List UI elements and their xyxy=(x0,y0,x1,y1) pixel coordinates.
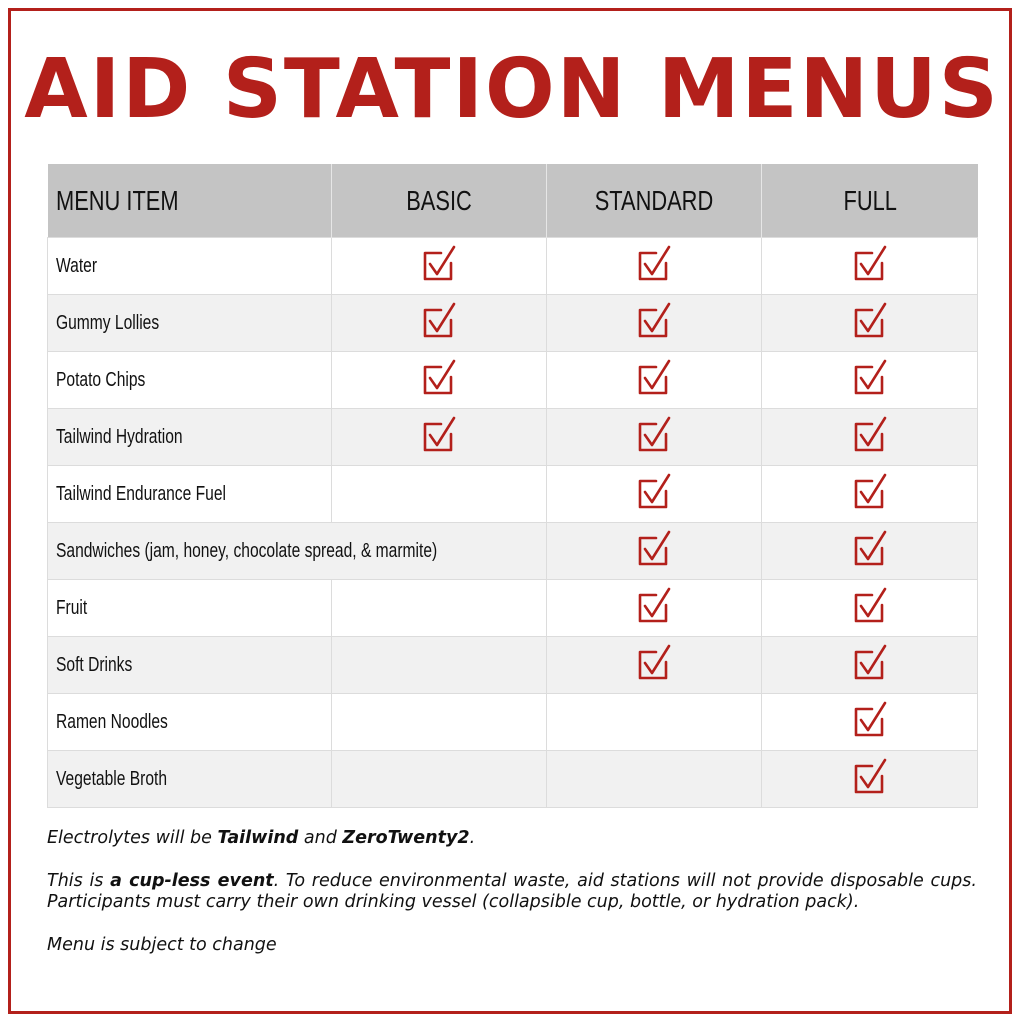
cell-standard xyxy=(547,694,762,751)
checkbox-checked-icon xyxy=(636,302,672,340)
cell-full xyxy=(762,523,978,580)
cell-full xyxy=(762,295,978,352)
checkbox-checked-icon xyxy=(852,302,888,340)
table-row xyxy=(48,466,978,523)
menu-item-name: Gummy Lollies xyxy=(48,295,332,352)
cell-standard xyxy=(547,295,762,352)
cell-basic xyxy=(332,637,547,694)
cupless-note: This is a cup-less event. To reduce environmental waste, aid stations will not provide disposable cups. Participants must carry their own drinking vessel (collapsible cup, bottle, or hydration pack). xyxy=(47,871,977,912)
checkbox-checked-icon xyxy=(852,530,888,568)
table-row xyxy=(48,580,978,637)
cell-basic xyxy=(332,694,547,751)
header-full: FULL xyxy=(762,164,978,238)
checkbox-checked-icon xyxy=(636,473,672,511)
checkbox-checked-icon xyxy=(636,245,672,283)
brand-tailwind: Tailwind xyxy=(217,828,299,848)
cell-basic xyxy=(332,466,547,523)
menu-item-name: Tailwind Hydration xyxy=(48,409,332,466)
cell-standard xyxy=(547,637,762,694)
cell-standard xyxy=(547,409,762,466)
brand-zerotwenty2: ZeroTwenty2 xyxy=(342,828,470,848)
header-menu-item: MENU ITEM xyxy=(48,164,332,238)
cell-standard xyxy=(547,580,762,637)
checkbox-checked-icon xyxy=(636,587,672,625)
cell-basic xyxy=(332,352,547,409)
cell-basic xyxy=(332,238,547,295)
checkbox-checked-icon xyxy=(421,302,457,340)
cell-full xyxy=(762,694,978,751)
cell-basic xyxy=(332,580,547,637)
cell-full xyxy=(762,238,978,295)
checkbox-checked-icon xyxy=(852,473,888,511)
electrolytes-note: Electrolytes will be Tailwind and ZeroTwenty2. xyxy=(47,828,476,848)
cell-full xyxy=(762,409,978,466)
checkbox-checked-icon xyxy=(852,587,888,625)
menu-table xyxy=(47,164,978,808)
cell-standard xyxy=(547,751,762,808)
cell-full xyxy=(762,466,978,523)
table-row xyxy=(48,295,978,352)
cell-basic xyxy=(332,295,547,352)
header-basic: BASIC xyxy=(332,164,547,238)
table-row xyxy=(48,523,978,580)
header-standard: STANDARD xyxy=(547,164,762,238)
menu-item-name: Ramen Noodles xyxy=(48,694,332,751)
menu-item-name: Water xyxy=(48,238,332,295)
cell-full xyxy=(762,580,978,637)
cell-standard xyxy=(547,466,762,523)
checkbox-checked-icon xyxy=(852,245,888,283)
checkbox-checked-icon xyxy=(636,359,672,397)
cell-full xyxy=(762,352,978,409)
menu-item-name: Fruit xyxy=(48,580,332,637)
checkbox-checked-icon xyxy=(852,644,888,682)
checkbox-checked-icon xyxy=(636,530,672,568)
cell-standard xyxy=(547,523,762,580)
table-row xyxy=(48,637,978,694)
menu-item-name: Vegetable Broth xyxy=(48,751,332,808)
table-row xyxy=(48,751,978,808)
cell-full xyxy=(762,751,978,808)
checkbox-checked-icon xyxy=(852,758,888,796)
disclaimer-note: Menu is subject to change xyxy=(47,935,277,955)
page-title: AID STATION MENUS xyxy=(24,42,1000,137)
checkbox-checked-icon xyxy=(852,701,888,739)
checkbox-checked-icon xyxy=(636,416,672,454)
cell-basic xyxy=(332,409,547,466)
menu-item-name: Sandwiches (jam, honey, chocolate spread, & marmite) xyxy=(48,523,547,580)
table-row xyxy=(48,694,978,751)
cell-standard xyxy=(547,352,762,409)
menu-item-name: Tailwind Endurance Fuel xyxy=(48,466,332,523)
table-row xyxy=(48,409,978,466)
checkbox-checked-icon xyxy=(636,644,672,682)
cupless-emphasis: a cup-less event xyxy=(110,871,274,891)
menu-item-name: Soft Drinks xyxy=(48,637,332,694)
table-header-row xyxy=(48,164,978,238)
table-row xyxy=(48,352,978,409)
checkbox-checked-icon xyxy=(852,416,888,454)
checkbox-checked-icon xyxy=(421,245,457,283)
menu-item-name: Potato Chips xyxy=(48,352,332,409)
notes xyxy=(47,828,977,978)
table-row xyxy=(48,238,978,295)
cell-full xyxy=(762,637,978,694)
checkbox-checked-icon xyxy=(852,359,888,397)
checkbox-checked-icon xyxy=(421,359,457,397)
cell-basic xyxy=(332,751,547,808)
cell-standard xyxy=(547,238,762,295)
checkbox-checked-icon xyxy=(421,416,457,454)
